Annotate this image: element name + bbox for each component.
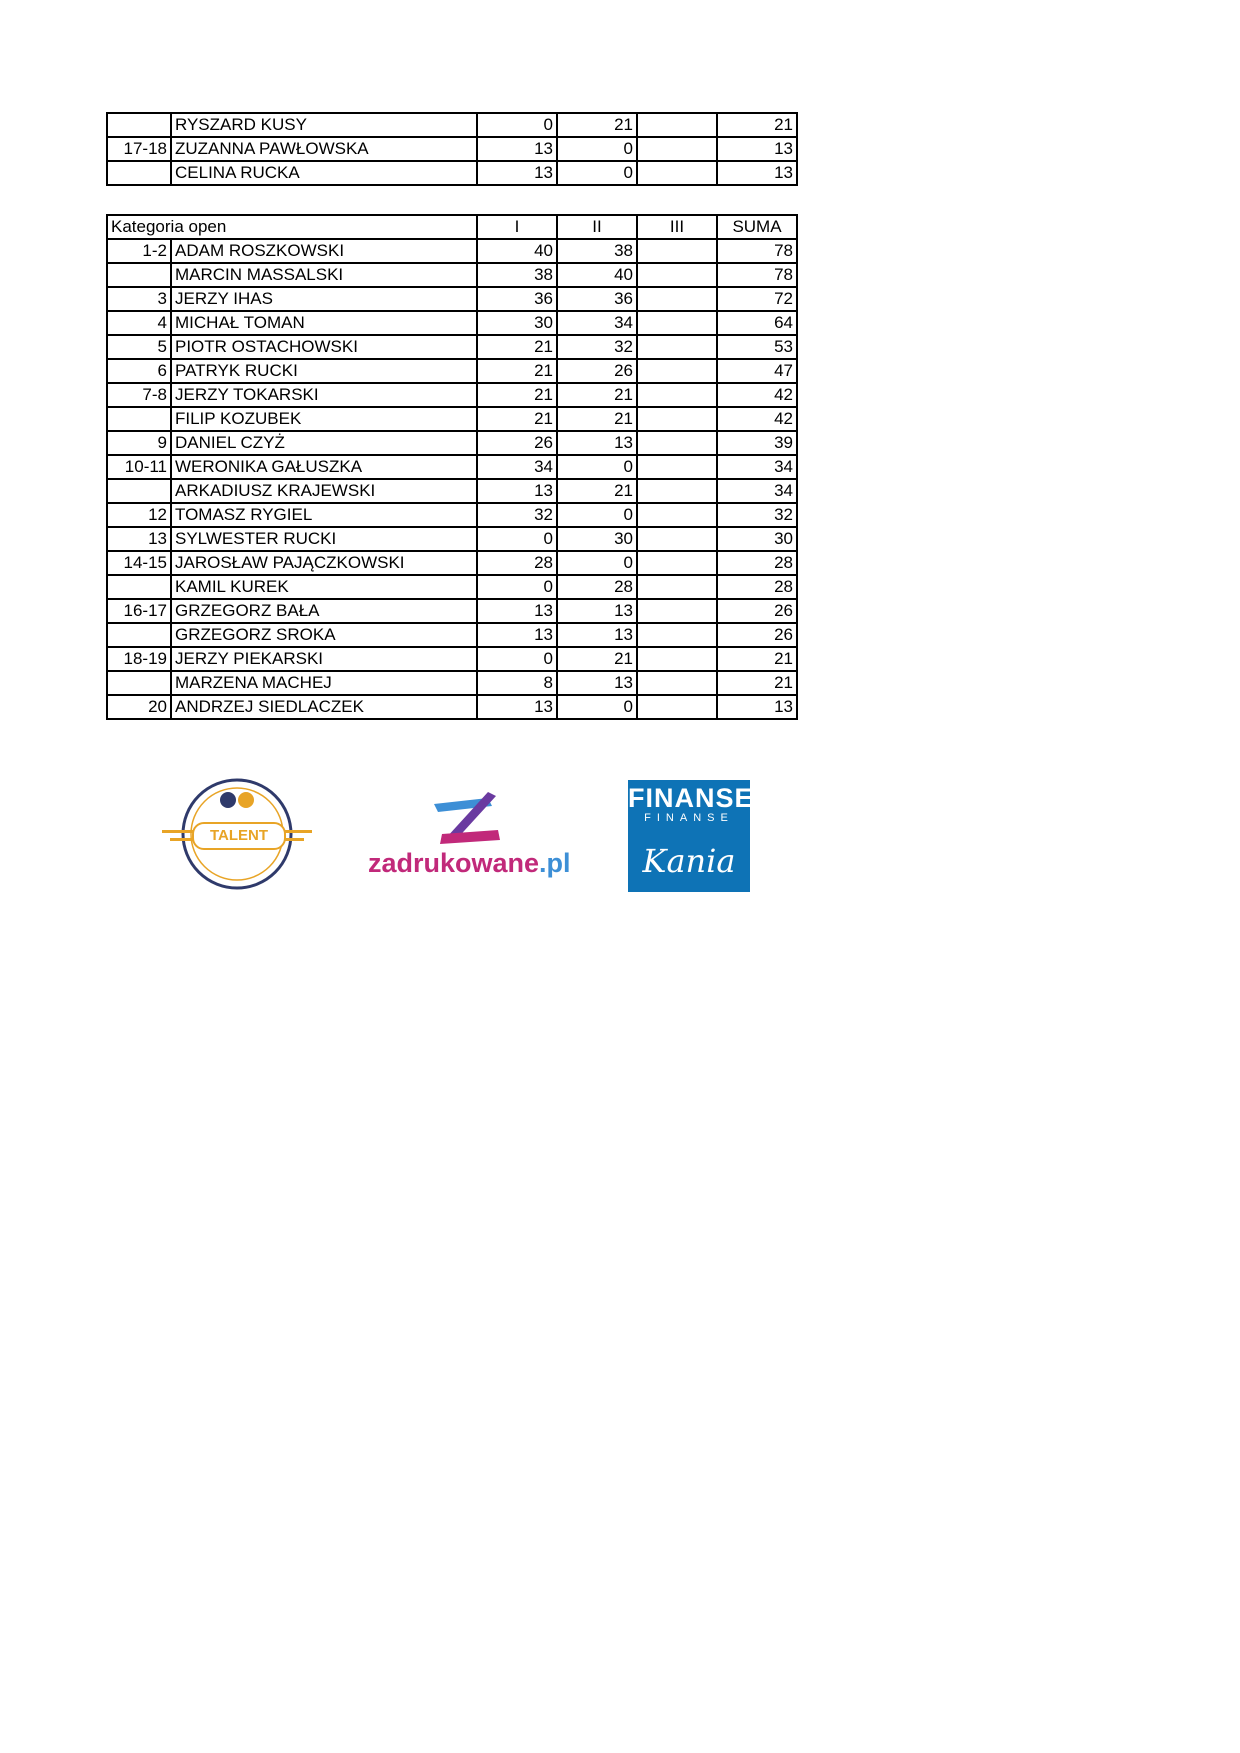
round-1-score-cell: 13 <box>477 137 557 161</box>
zadrukowane-wordmark <box>368 848 571 879</box>
table-row <box>107 407 797 431</box>
finanse-subtitle: FINANSE <box>644 812 734 824</box>
round-3-score-cell <box>637 311 717 335</box>
player-name-cell: CELINA RUCKA <box>171 161 477 185</box>
place-cell: 20 <box>107 695 171 719</box>
round-3-score-cell <box>637 551 717 575</box>
player-name-cell: JERZY PIEKARSKI <box>171 647 477 671</box>
finanse-kania-logo <box>628 780 754 892</box>
place-cell: 12 <box>107 503 171 527</box>
round-2-score-cell: 13 <box>557 431 637 455</box>
round-2-score-cell: 36 <box>557 287 637 311</box>
results-table-continued <box>106 112 798 186</box>
round-1-score-cell: 21 <box>477 383 557 407</box>
total-score-cell: 72 <box>717 287 797 311</box>
column-header-sum: SUMA <box>717 215 797 239</box>
table-row <box>107 575 797 599</box>
place-cell <box>107 479 171 503</box>
round-1-score-cell: 0 <box>477 575 557 599</box>
round-2-score-cell: 38 <box>557 239 637 263</box>
zadrukowane-logo <box>368 786 578 882</box>
total-score-cell: 42 <box>717 407 797 431</box>
round-1-score-cell: 0 <box>477 113 557 137</box>
round-3-score-cell <box>637 161 717 185</box>
round-3-score-cell <box>637 113 717 137</box>
place-cell: 13 <box>107 527 171 551</box>
round-2-score-cell: 21 <box>557 647 637 671</box>
table-row <box>107 239 797 263</box>
table-row <box>107 335 797 359</box>
round-1-score-cell: 21 <box>477 407 557 431</box>
player-name-cell: MICHAŁ TOMAN <box>171 311 477 335</box>
kania-script: Kania <box>642 842 736 880</box>
table-row <box>107 503 797 527</box>
column-header-round-1: I <box>477 215 557 239</box>
table-row <box>107 359 797 383</box>
round-2-score-cell: 0 <box>557 455 637 479</box>
round-3-score-cell <box>637 383 717 407</box>
place-cell: 6 <box>107 359 171 383</box>
table-row <box>107 647 797 671</box>
place-cell: 17-18 <box>107 137 171 161</box>
round-2-score-cell: 0 <box>557 161 637 185</box>
z-mark-icon <box>368 786 578 848</box>
round-1-score-cell: 13 <box>477 479 557 503</box>
player-name-cell: DANIEL CZYŻ <box>171 431 477 455</box>
table-row <box>107 113 797 137</box>
player-name-cell: WERONIKA GAŁUSZKA <box>171 455 477 479</box>
round-2-score-cell: 32 <box>557 335 637 359</box>
total-score-cell: 13 <box>717 137 797 161</box>
player-name-cell: PATRYK RUCKI <box>171 359 477 383</box>
table-row <box>107 527 797 551</box>
total-score-cell: 21 <box>717 671 797 695</box>
table-header-row <box>107 215 797 239</box>
results-table-open <box>106 214 798 720</box>
column-header-round-2: II <box>557 215 637 239</box>
round-3-score-cell <box>637 623 717 647</box>
total-score-cell: 30 <box>717 527 797 551</box>
place-cell: 16-17 <box>107 599 171 623</box>
player-name-cell: ARKADIUSZ KRAJEWSKI <box>171 479 477 503</box>
place-cell: 7-8 <box>107 383 171 407</box>
round-3-score-cell <box>637 647 717 671</box>
player-name-cell: ADAM ROSZKOWSKI <box>171 239 477 263</box>
round-1-score-cell: 21 <box>477 335 557 359</box>
player-name-cell: GRZEGORZ SROKA <box>171 623 477 647</box>
round-3-score-cell <box>637 239 717 263</box>
round-1-score-cell: 0 <box>477 527 557 551</box>
round-1-score-cell: 13 <box>477 695 557 719</box>
table-row <box>107 599 797 623</box>
round-1-score-cell: 36 <box>477 287 557 311</box>
place-cell: 9 <box>107 431 171 455</box>
round-1-score-cell: 0 <box>477 647 557 671</box>
round-3-score-cell <box>637 431 717 455</box>
place-cell <box>107 575 171 599</box>
category-title: Kategoria open <box>107 215 477 239</box>
player-name-cell: FILIP KOZUBEK <box>171 407 477 431</box>
round-2-score-cell: 21 <box>557 407 637 431</box>
table-row <box>107 551 797 575</box>
player-name-cell: JERZY TOKARSKI <box>171 383 477 407</box>
round-3-score-cell <box>637 455 717 479</box>
total-score-cell: 13 <box>717 161 797 185</box>
player-name-cell: MARZENA MACHEJ <box>171 671 477 695</box>
round-3-score-cell <box>637 479 717 503</box>
round-1-score-cell: 40 <box>477 239 557 263</box>
round-3-score-cell <box>637 287 717 311</box>
place-cell: 18-19 <box>107 647 171 671</box>
round-3-score-cell <box>637 599 717 623</box>
table-row <box>107 671 797 695</box>
table-row <box>107 263 797 287</box>
round-3-score-cell <box>637 359 717 383</box>
round-2-score-cell: 26 <box>557 359 637 383</box>
place-cell: 10-11 <box>107 455 171 479</box>
total-score-cell: 28 <box>717 575 797 599</box>
total-score-cell: 78 <box>717 263 797 287</box>
place-cell: 4 <box>107 311 171 335</box>
fundacja-talent-logo <box>162 776 312 892</box>
round-2-score-cell: 34 <box>557 311 637 335</box>
round-1-score-cell: 34 <box>477 455 557 479</box>
round-2-score-cell: 21 <box>557 383 637 407</box>
round-2-score-cell: 21 <box>557 113 637 137</box>
total-score-cell: 34 <box>717 479 797 503</box>
round-1-score-cell: 13 <box>477 161 557 185</box>
place-cell <box>107 407 171 431</box>
place-cell <box>107 113 171 137</box>
round-3-score-cell <box>637 503 717 527</box>
talent-label: TALENT <box>192 822 286 850</box>
round-2-score-cell: 40 <box>557 263 637 287</box>
round-1-score-cell: 21 <box>477 359 557 383</box>
player-name-cell: PIOTR OSTACHOWSKI <box>171 335 477 359</box>
round-3-score-cell <box>637 137 717 161</box>
round-1-score-cell: 32 <box>477 503 557 527</box>
player-name-cell: KAMIL KUREK <box>171 575 477 599</box>
round-2-score-cell: 21 <box>557 479 637 503</box>
total-score-cell: 26 <box>717 599 797 623</box>
round-1-score-cell: 26 <box>477 431 557 455</box>
place-cell <box>107 671 171 695</box>
place-cell: 3 <box>107 287 171 311</box>
round-3-score-cell <box>637 335 717 359</box>
total-score-cell: 34 <box>717 455 797 479</box>
total-score-cell: 47 <box>717 359 797 383</box>
round-2-score-cell: 0 <box>557 503 637 527</box>
round-2-score-cell: 30 <box>557 527 637 551</box>
round-2-score-cell: 0 <box>557 551 637 575</box>
table-row <box>107 383 797 407</box>
player-name-cell: RYSZARD KUSY <box>171 113 477 137</box>
round-1-score-cell: 8 <box>477 671 557 695</box>
total-score-cell: 13 <box>717 695 797 719</box>
player-name-cell: JAROSŁAW PAJĄCZKOWSKI <box>171 551 477 575</box>
player-name-cell: SYLWESTER RUCKI <box>171 527 477 551</box>
round-3-score-cell <box>637 575 717 599</box>
table-row <box>107 287 797 311</box>
total-score-cell: 26 <box>717 623 797 647</box>
place-cell <box>107 263 171 287</box>
round-1-score-cell: 30 <box>477 311 557 335</box>
round-3-score-cell <box>637 671 717 695</box>
player-name-cell: MARCIN MASSALSKI <box>171 263 477 287</box>
round-1-score-cell: 28 <box>477 551 557 575</box>
table-row <box>107 455 797 479</box>
total-score-cell: 21 <box>717 113 797 137</box>
total-score-cell: 64 <box>717 311 797 335</box>
round-2-score-cell: 13 <box>557 599 637 623</box>
total-score-cell: 42 <box>717 383 797 407</box>
round-2-score-cell: 28 <box>557 575 637 599</box>
player-name-cell: ANDRZEJ SIEDLACZEK <box>171 695 477 719</box>
place-cell: 5 <box>107 335 171 359</box>
table-row <box>107 431 797 455</box>
table-row <box>107 161 797 185</box>
round-1-score-cell: 13 <box>477 599 557 623</box>
player-name-cell: ZUZANNA PAWŁOWSKA <box>171 137 477 161</box>
round-2-score-cell: 13 <box>557 671 637 695</box>
total-score-cell: 32 <box>717 503 797 527</box>
round-2-score-cell: 0 <box>557 695 637 719</box>
round-1-score-cell: 38 <box>477 263 557 287</box>
total-score-cell: 39 <box>717 431 797 455</box>
round-3-score-cell <box>637 695 717 719</box>
table-row <box>107 479 797 503</box>
finanse-title: FINANSE <box>628 783 754 813</box>
column-header-round-3: III <box>637 215 717 239</box>
place-cell <box>107 623 171 647</box>
total-score-cell: 53 <box>717 335 797 359</box>
table-row <box>107 311 797 335</box>
table-row <box>107 623 797 647</box>
zadrukowane-name: zadrukowane <box>368 848 540 878</box>
player-name-cell: GRZEGORZ BAŁA <box>171 599 477 623</box>
table-row <box>107 695 797 719</box>
round-2-score-cell: 0 <box>557 137 637 161</box>
player-name-cell: JERZY IHAS <box>171 287 477 311</box>
total-score-cell: 28 <box>717 551 797 575</box>
zadrukowane-suffix: .pl <box>539 848 571 878</box>
table-row <box>107 137 797 161</box>
round-3-score-cell <box>637 407 717 431</box>
round-1-score-cell: 13 <box>477 623 557 647</box>
place-cell: 14-15 <box>107 551 171 575</box>
total-score-cell: 78 <box>717 239 797 263</box>
player-name-cell: TOMASZ RYGIEL <box>171 503 477 527</box>
place-cell <box>107 161 171 185</box>
round-2-score-cell: 13 <box>557 623 637 647</box>
place-cell: 1-2 <box>107 239 171 263</box>
round-3-score-cell <box>637 263 717 287</box>
round-3-score-cell <box>637 527 717 551</box>
total-score-cell: 21 <box>717 647 797 671</box>
